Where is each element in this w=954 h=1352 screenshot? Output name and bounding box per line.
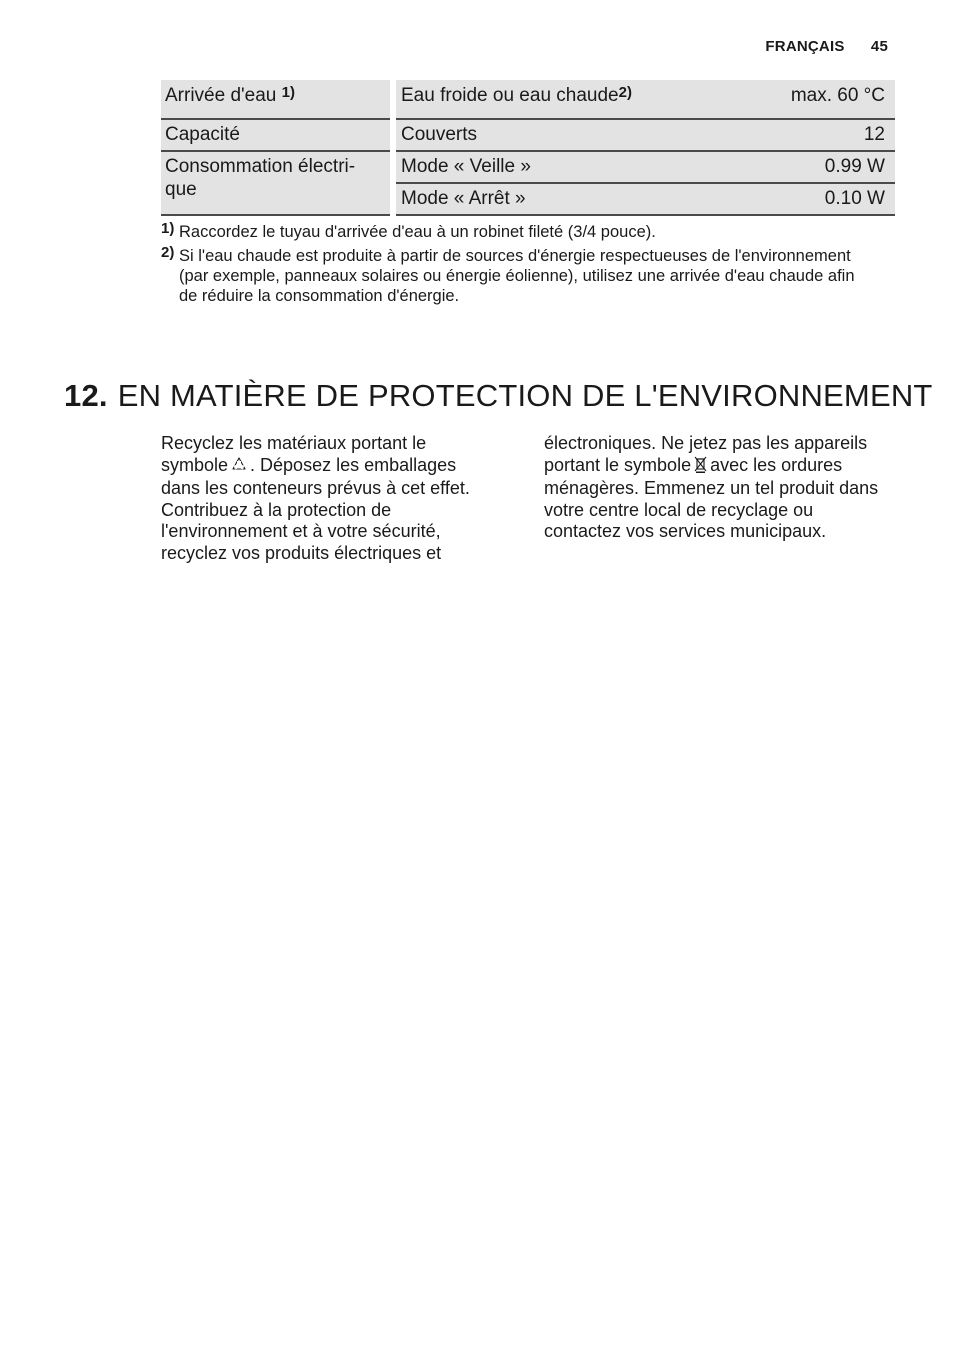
page-number: 45 [870, 38, 888, 55]
table-row [161, 151, 895, 183]
row-detail: Mode « Arrêt » [393, 183, 725, 215]
section-heading [64, 378, 933, 414]
footnote: 2) Si l'eau chaude est produite à partir de sources d'énergie respectueuses de l'environnement (par exemple, panneaux solaires ou énergie éolienne), utilisez une arrivée d'eau chaude afin de réduire la consommation d'énergie. [161, 244, 855, 305]
footnotes [161, 222, 861, 310]
header-language: FRANÇAIS [765, 38, 845, 55]
paragraph: électroniques. Ne jetez pas les appareils portant le symbole avec les ordures ménagères. Emmenez un tel produit dans votre centre local de recyclage ou contactez vos services municipaux. [544, 433, 879, 541]
recycle-icon [231, 457, 247, 479]
footnote-ref: 1) [281, 84, 295, 101]
footnote-ref: 2) [618, 84, 632, 101]
row-detail: Eau froide ou eau chaude$^{2)}$ [393, 80, 725, 119]
row-label: Capacité [161, 119, 393, 151]
section-title: EN MATIÈRE DE PROTECTION DE L'ENVIRONNEMENT [117, 378, 933, 413]
row-value: max. 60 °C [725, 80, 895, 119]
technical-data-table [161, 80, 895, 216]
row-value: 0.10 W [725, 183, 895, 215]
row-detail: Mode « Veille » [393, 151, 725, 183]
row-value: 12 [725, 119, 895, 151]
row-label: Consommation électri- que [161, 151, 393, 215]
row-value: 0.99 W [725, 151, 895, 183]
row-label: Arrivée d'eau $^{1)}$ [161, 80, 393, 119]
table-row [161, 80, 895, 119]
table-row [161, 119, 895, 151]
crossed-out-bin-icon [694, 456, 707, 479]
paragraph: Recyclez les matériaux portant le symbole . Déposez les emballages dans les conteneurs prévus à cet effet. [161, 433, 470, 498]
body-column-right [544, 433, 879, 543]
section-number: 12. [64, 378, 108, 413]
page-header [765, 38, 888, 55]
row-detail: Couverts [393, 119, 725, 151]
paragraph: Contribuez à la protection de l'environnement et à votre sécurité, recyclez vos produits électriques et [161, 499, 442, 563]
body-column-left [161, 433, 496, 564]
footnote: 1) Raccordez le tuyau d'arrivée d'eau à un robinet fileté (3/4 pouce). [161, 220, 656, 241]
